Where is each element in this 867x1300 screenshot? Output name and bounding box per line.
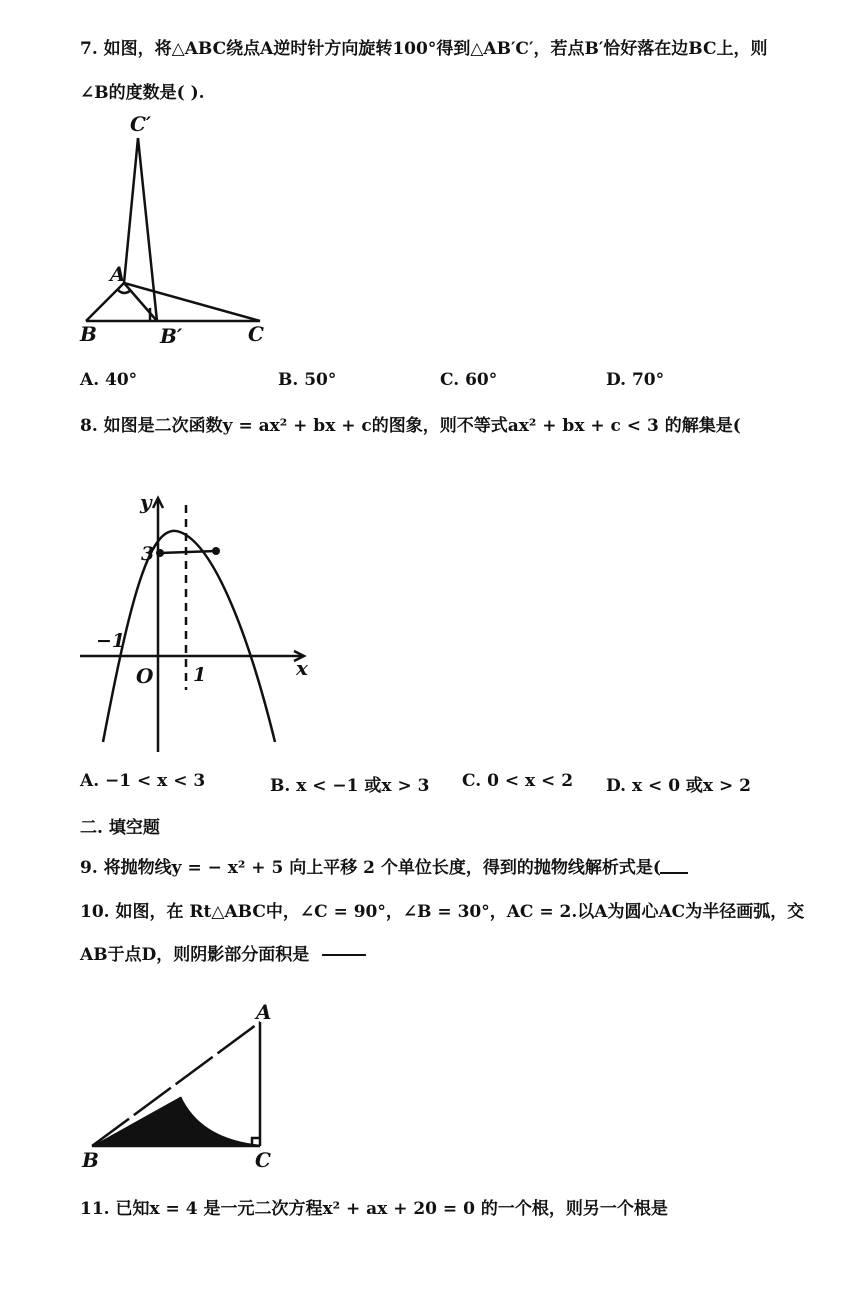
q7-option-d: D. 70° xyxy=(606,370,665,390)
q7-option-b: B. 50° xyxy=(278,370,337,390)
q10-text-line2: AB于点D，则阴影部分面积是 xyxy=(80,945,310,965)
q10-label-c: C xyxy=(255,1148,271,1172)
q7-text-line2: ∠B的度数是( ). xyxy=(80,83,205,103)
q8-label-origin: O xyxy=(136,664,154,688)
q10-label-a: A xyxy=(256,1000,272,1024)
q9-text-line1: 9. 将抛物线y = − x² + 5 向上平移 2 个单位长度，得到的抛物线解析式是( xyxy=(80,858,661,878)
q7-text-line1: 7. 如图，将△ABC绕点A逆时针方向旋转100°得到△AB′C′，若点B′恰好落在边BC上，则 xyxy=(80,39,768,59)
section2-title: 二. 填空题 xyxy=(80,818,160,838)
q8-label-y: y xyxy=(140,490,152,514)
q8-label-minus-one: −1 xyxy=(96,630,126,652)
q11-text-line1: 11. 已知x = 4 是一元二次方程x² + ax + 20 = 0 的一个根，则另一个根是 xyxy=(80,1199,668,1219)
q7-option-a: A. 40° xyxy=(80,370,138,390)
q8-option-b: B. x < −1 或x > 3 xyxy=(270,776,430,796)
q8-label-x: x xyxy=(296,656,308,680)
q7-label-c: C xyxy=(248,322,264,346)
q8-option-d: D. x < 0 或x > 2 xyxy=(606,776,751,796)
q7-label-b: B xyxy=(80,322,97,346)
q8-label-one: 1 xyxy=(193,664,207,686)
q10-label-b: B xyxy=(82,1148,99,1172)
q8-label-three: 3 xyxy=(141,543,155,565)
q8-text-line1: 8. 如图是二次函数y = ax² + bx + c的图象，则不等式ax² + bx + c < 3 的解集是( xyxy=(80,416,741,436)
q7-label-c-prime: C′ xyxy=(130,112,152,136)
q8-option-c: C. 0 < x < 2 xyxy=(462,771,574,791)
q10-text-line1: 10. 如图，在 Rt△ABC中，∠C = 90°，∠B = 30°，AC = 2.以A为圆心AC为半径画弧，交 xyxy=(80,902,805,922)
q8-option-a: A. −1 < x < 3 xyxy=(80,771,206,791)
q7-label-b-prime: B′ xyxy=(160,324,183,348)
q7-label-a: A xyxy=(110,262,126,286)
q7-option-c: C. 60° xyxy=(440,370,498,390)
